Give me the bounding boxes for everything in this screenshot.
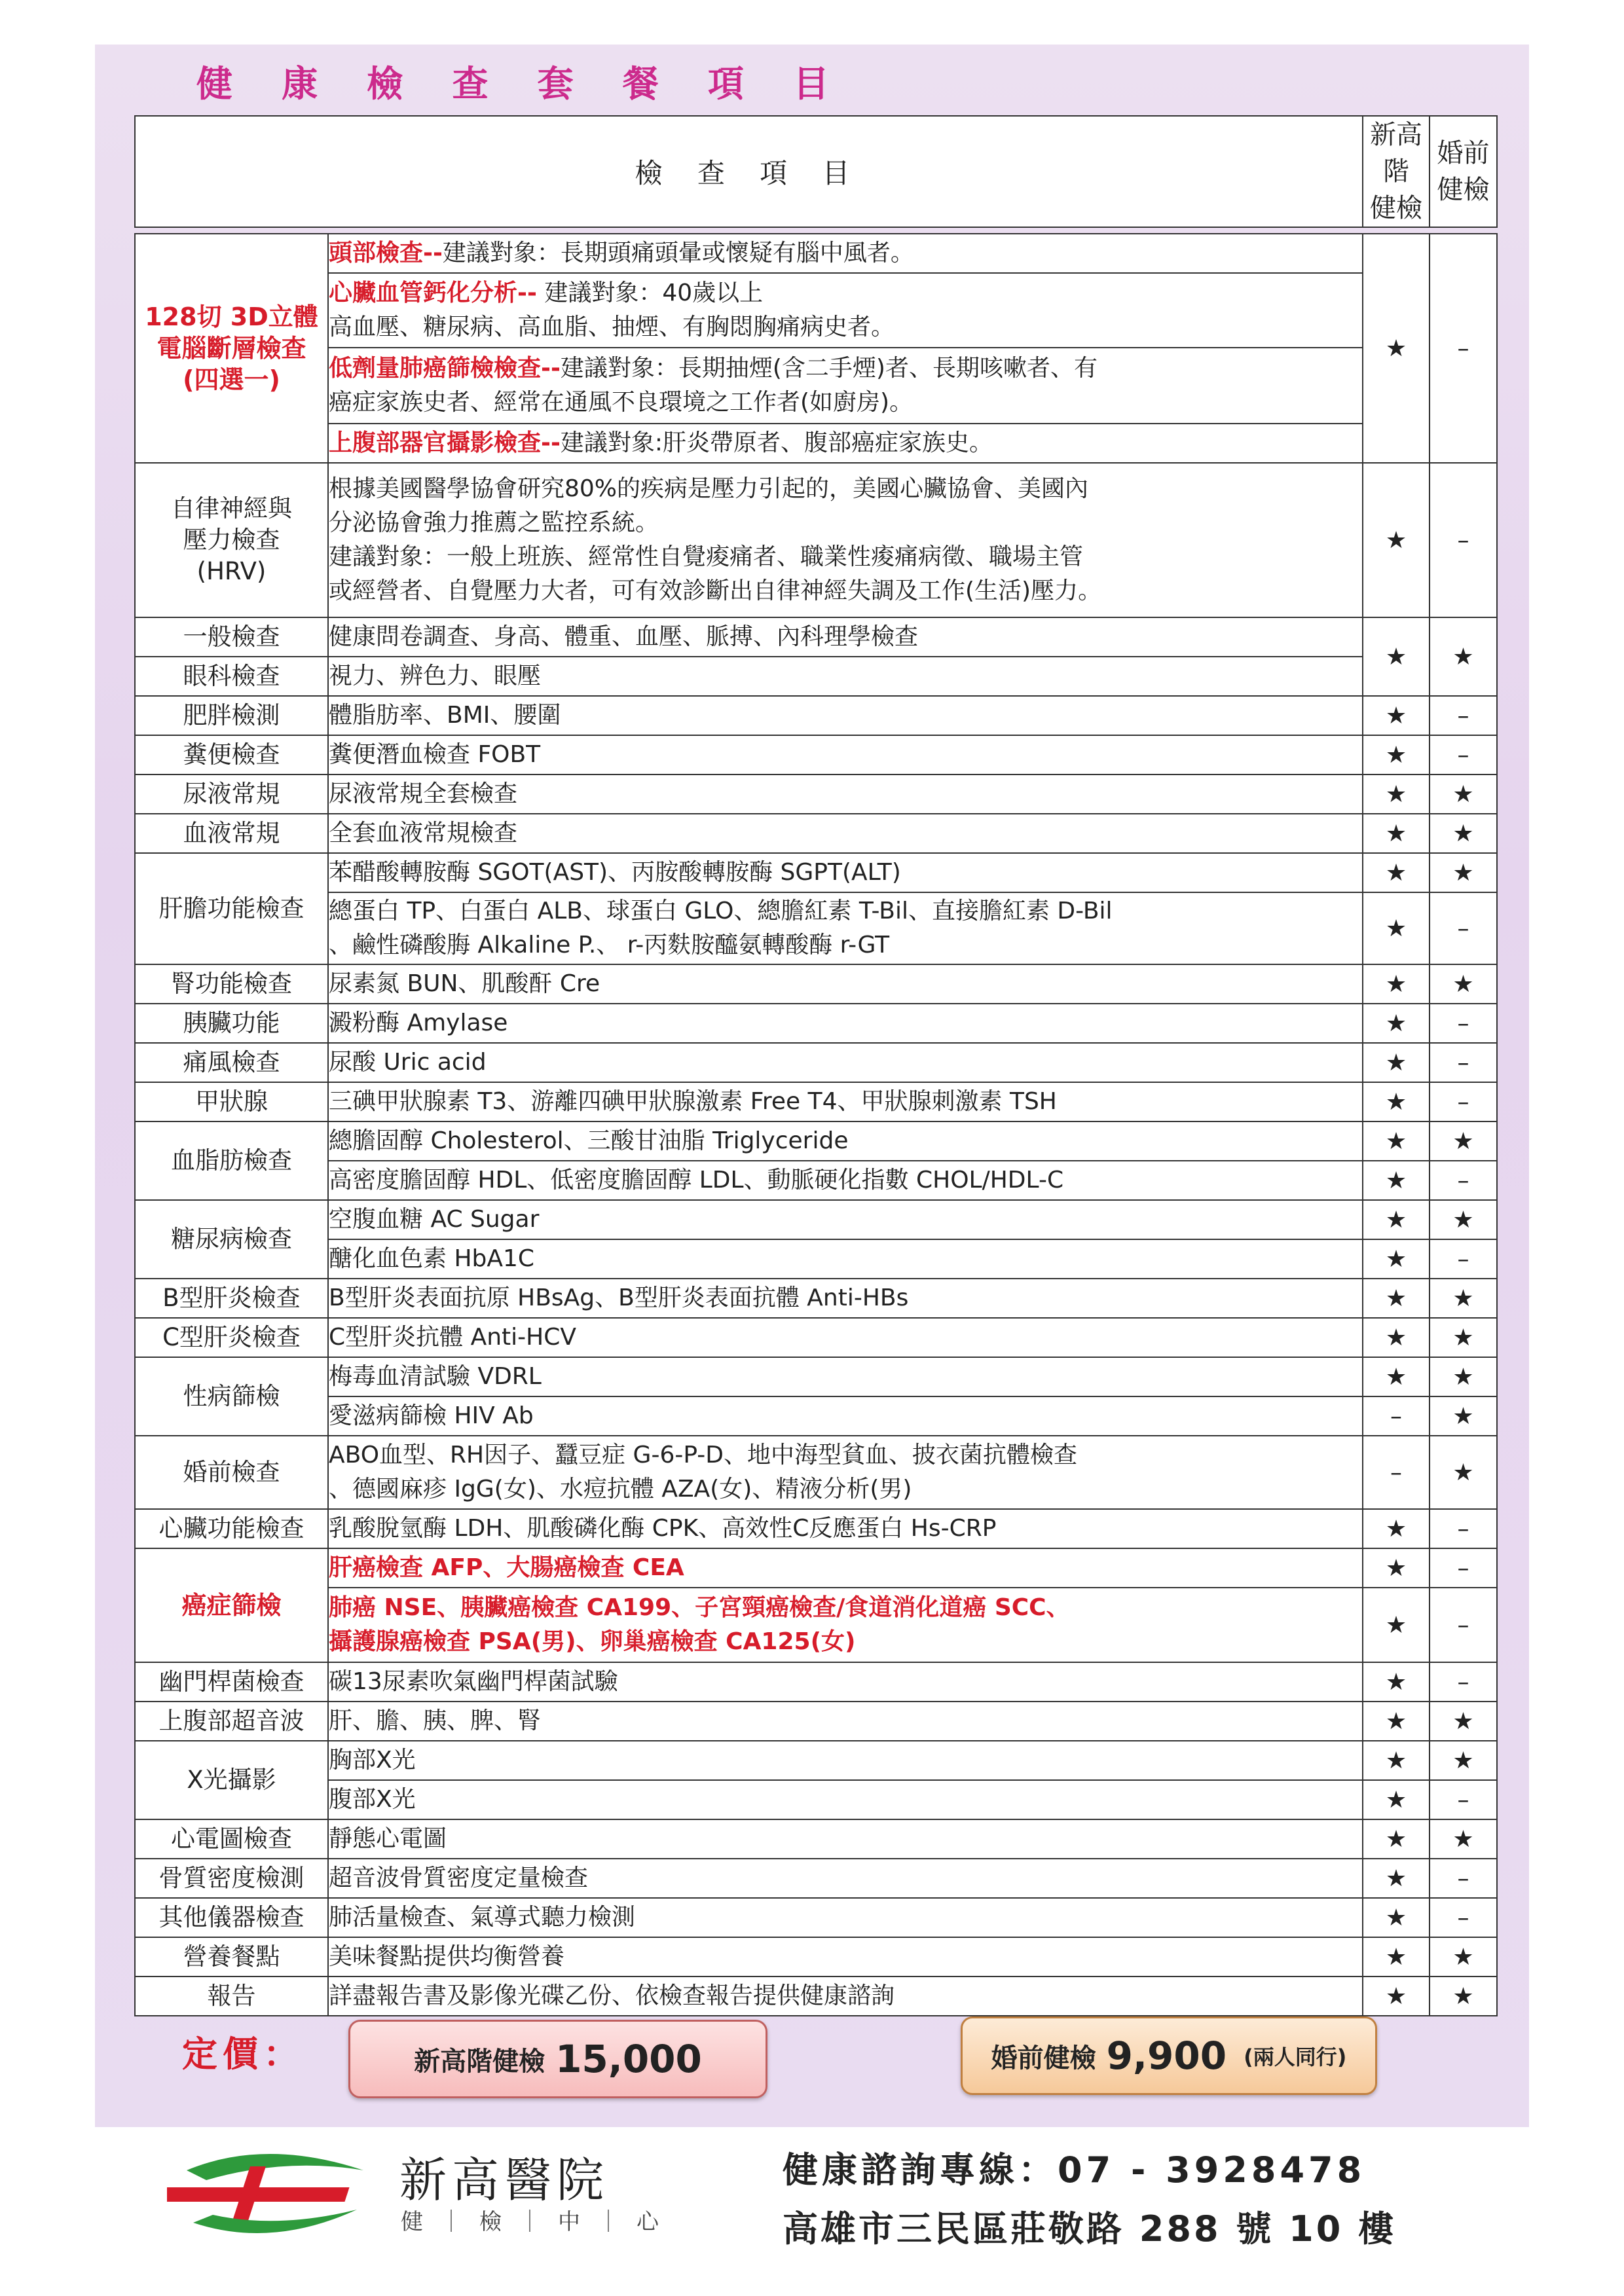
table-row (135, 1396, 1497, 1436)
premium-mark: ★ (1363, 1780, 1430, 1819)
item-xray-chest: 胸部X光 (328, 1741, 1363, 1780)
address: 高雄市三民區莊敬路 288 號 10 樓 (783, 2208, 1397, 2250)
item-cancer-1: 肝癌檢查 AFP、大腸癌檢查 CEA (328, 1548, 1363, 1588)
premarital-mark: ★ (1430, 617, 1497, 696)
premium-mark: ★ (1363, 1548, 1430, 1588)
table-row (135, 1161, 1497, 1200)
table-row (135, 853, 1497, 892)
item-bone: 超音波骨質密度定量檢查 (328, 1859, 1363, 1898)
item-hrv: 根據美國醫學協會研究80%的疾病是壓力引起的，美國心臟協會、美國內 分泌協會強力推薦之監控系統。 建議對象：一般上班族、經常性自覺痠痛者、職業性痠痛病徵、職場主管 或經營者、自覺壓力大者，可有效診斷出自律神經失調及工作(生活)壓力。 (328, 463, 1363, 617)
table-row (135, 617, 1497, 657)
premium-mark: ★ (1363, 853, 1430, 892)
table-row (135, 1937, 1497, 1977)
premium-mark: ★ (1363, 1662, 1430, 1702)
category-ultrasound: 上腹部超音波 (135, 1702, 328, 1741)
premium-mark: ★ (1363, 1200, 1430, 1239)
category-blood: 血液常規 (135, 814, 328, 853)
premarital-mark: ★ (1430, 1357, 1497, 1396)
premarital-mark: – (1430, 463, 1497, 617)
item-urine: 尿液常規全套檢查 (328, 774, 1363, 814)
premarital-mark: ★ (1430, 853, 1497, 892)
page-title: 健 康 檢 查 套 餐 項 目 (196, 63, 848, 105)
premium-mark: ★ (1363, 1082, 1430, 1121)
premarital-price-note: (兩人同行) (1244, 2045, 1347, 2069)
category-hep-b: B型肝炎檢查 (135, 1279, 328, 1318)
premium-mark: ★ (1363, 1937, 1430, 1977)
item-thyroid: 三碘甲狀腺素 T3、游離四碘甲狀腺激素 Free T4、甲狀腺刺激素 TSH (328, 1082, 1363, 1121)
premium-mark: ★ (1363, 1357, 1430, 1396)
premarital-mark: – (1430, 1043, 1497, 1082)
item-xray-abdomen: 腹部X光 (328, 1780, 1363, 1819)
table-row (135, 1357, 1497, 1396)
premarital-mark: – (1430, 1588, 1497, 1662)
category-liver: 肝膽功能檢查 (135, 853, 328, 964)
premarital-mark: – (1430, 1898, 1497, 1937)
table-row (135, 1548, 1497, 1588)
premium-mark: ★ (1363, 1161, 1430, 1200)
premarital-mark: ★ (1430, 1702, 1497, 1741)
category-cancer: 癌症篩檢 (135, 1548, 328, 1662)
premium-mark: ★ (1363, 1509, 1430, 1548)
premarital-mark: – (1430, 1239, 1497, 1279)
table-row (135, 1898, 1497, 1937)
premarital-mark: – (1430, 1082, 1497, 1121)
category-other: 其他儀器檢查 (135, 1898, 328, 1937)
table-row (135, 1043, 1497, 1082)
premarital-mark: – (1430, 1662, 1497, 1702)
table-row (135, 1318, 1497, 1357)
category-xray: X光攝影 (135, 1741, 328, 1819)
hotline: 健康諮詢專線：07 - 3928478 (783, 2149, 1366, 2191)
category-kidney: 腎功能檢查 (135, 964, 328, 1004)
premium-mark: ★ (1363, 1239, 1430, 1279)
premarital-mark: ★ (1430, 964, 1497, 1004)
premarital-mark: ★ (1430, 1121, 1497, 1161)
item-pancreas: 澱粉酶 Amylase (328, 1004, 1363, 1043)
table-row (135, 1819, 1497, 1859)
item-liver-protein: 總蛋白 TP、白蛋白 ALB、球蛋白 GLO、總膽紅素 T-Bil、直接膽紅素 D-Bil 、鹼性磷酸脢 Alkaline P.、 r-丙麩胺醯氨轉酸酶 r-GT (328, 892, 1363, 964)
premarital-mark: ★ (1430, 1279, 1497, 1318)
premarital-mark: – (1430, 1161, 1497, 1200)
premium-mark: ★ (1363, 1898, 1430, 1937)
item-lung-ct: 低劑量肺癌篩檢檢查--建議對象：長期抽煙(含二手煙)者、長期咳嗽者、有 癌症家族史者、經常在通風不良環境之工作者(如廚房)。 (328, 348, 1363, 424)
hospital-subtitle: 健｜檢｜中｜心 (401, 2209, 676, 2235)
premium-price-box (348, 2020, 767, 2098)
premarital-mark: – (1430, 234, 1497, 463)
premium-mark: ★ (1363, 1859, 1430, 1898)
premarital-mark: ★ (1430, 1937, 1497, 1977)
premarital-mark: ★ (1430, 1977, 1497, 2016)
item-kidney: 尿素氮 BUN、肌酸酐 Cre (328, 964, 1363, 1004)
table-row (135, 1662, 1497, 1702)
table-row (135, 273, 1497, 348)
category-hep-c: C型肝炎檢查 (135, 1318, 328, 1357)
category-pancreas: 胰臟功能 (135, 1004, 328, 1043)
premium-mark: ★ (1363, 1588, 1430, 1662)
premium-price-name: 新高階健檢 (414, 2046, 545, 2077)
premarital-mark: ★ (1430, 1741, 1497, 1780)
item-ultrasound: 肝、膽、胰、脾、腎 (328, 1702, 1363, 1741)
category-cardiac: 心臟功能檢查 (135, 1509, 328, 1548)
table-row (135, 1859, 1497, 1898)
premarital-mark: ★ (1430, 1819, 1497, 1859)
premarital-price-value: 9,900 (1106, 2033, 1227, 2078)
premium-mark: ★ (1363, 463, 1430, 617)
premium-mark: ★ (1363, 1279, 1430, 1318)
table-row (135, 1977, 1497, 2016)
premarital-mark: – (1430, 892, 1497, 964)
premarital-mark: ★ (1430, 1396, 1497, 1436)
item-general: 健康問卷調查、身高、體重、血壓、脈搏、內科理學檢查 (328, 617, 1363, 657)
item-h-pylori: 碳13尿素吹氣幽門桿菌試驗 (328, 1662, 1363, 1702)
item-lipid-1: 總膽固醇 Cholesterol、三酸甘油脂 Triglyceride (328, 1121, 1363, 1161)
premarital-mark: – (1430, 1509, 1497, 1548)
premium-mark: – (1363, 1396, 1430, 1436)
item-hep-c: C型肝炎抗體 Anti-HCV (328, 1318, 1363, 1357)
premarital-mark: – (1430, 735, 1497, 774)
premarital-price-box (961, 2016, 1377, 2095)
premarital-mark: – (1430, 1859, 1497, 1898)
item-heart-calcium: 心臟血管鈣化分析-- 建議對象：40歲以上 高血壓、糖尿病、高血脂、抽煙、有胸悶胸痛病史者。 (328, 273, 1363, 348)
header-premarital-checkup: 婚前 健檢 (1430, 116, 1497, 227)
premarital-mark: ★ (1430, 1436, 1497, 1509)
premarital-mark: ★ (1430, 1200, 1497, 1239)
header-premium-checkup: 新高階 健檢 (1363, 116, 1430, 227)
item-ecg: 靜態心電圖 (328, 1819, 1363, 1859)
premium-mark: ★ (1363, 617, 1430, 696)
premium-mark: ★ (1363, 814, 1430, 853)
table-row (135, 1121, 1497, 1161)
premium-mark: ★ (1363, 1043, 1430, 1082)
premium-mark: ★ (1363, 1702, 1430, 1741)
item-hep-b: B型肝炎表面抗原 HBsAg、B型肝炎表面抗體 Anti-HBs (328, 1279, 1363, 1318)
table-row (135, 424, 1497, 463)
category-eye: 眼科檢查 (135, 657, 328, 696)
item-report: 詳盡報告書及影像光碟乙份、依檢查報告提供健康諮詢 (328, 1977, 1363, 2016)
premarital-mark: – (1430, 1780, 1497, 1819)
premarital-mark: – (1430, 1004, 1497, 1043)
category-obesity: 肥胖檢測 (135, 696, 328, 735)
table-row (135, 1279, 1497, 1318)
item-other: 肺活量檢查、氣導式聽力檢測 (328, 1898, 1363, 1937)
category-std: 性病篩檢 (135, 1357, 328, 1436)
item-diabetes-2: 醣化血色素 HbA1C (328, 1239, 1363, 1279)
item-obesity: 體脂肪率、BMI、腰圍 (328, 696, 1363, 735)
table-row (135, 1741, 1497, 1780)
category-general: 一般檢查 (135, 617, 328, 657)
category-h-pylori: 幽門桿菌檢查 (135, 1662, 328, 1702)
premium-mark: ★ (1363, 696, 1430, 735)
premium-mark: – (1363, 1436, 1430, 1509)
table-header-row (135, 116, 1497, 227)
premarital-mark: ★ (1430, 1318, 1497, 1357)
price-label: 定價： (182, 2033, 304, 2075)
table-row (135, 1436, 1497, 1509)
category-stool: 糞便檢查 (135, 735, 328, 774)
item-lipid-2: 高密度膽固醇 HDL、低密度膽固醇 LDL、動脈硬化指數 CHOL/HDL-C (328, 1161, 1363, 1200)
hospital-name: 新高醫院 (399, 2153, 610, 2208)
table-row (135, 348, 1497, 424)
category-gout: 痛風檢查 (135, 1043, 328, 1082)
premium-mark: ★ (1363, 735, 1430, 774)
category-report: 報告 (135, 1977, 328, 2016)
item-cancer-2: 肺癌 NSE、胰臟癌檢查 CA199、子宮頸癌檢查/食道消化道癌 SCC、 攝護腺癌檢查 PSA(男)、卵巢癌檢查 CA125(女) (328, 1588, 1363, 1662)
category-urine: 尿液常規 (135, 774, 328, 814)
premium-mark: ★ (1363, 234, 1430, 463)
table-row (135, 1509, 1497, 1548)
table-row (135, 657, 1497, 696)
premium-mark: ★ (1363, 1004, 1430, 1043)
category-thyroid: 甲狀腺 (135, 1082, 328, 1121)
item-std-2: 愛滋病篩檢 HIV Ab (328, 1396, 1363, 1436)
category-hrv: 自律神經與 壓力檢查 (HRV) (135, 463, 328, 617)
item-diabetes-1: 空腹血糖 AC Sugar (328, 1200, 1363, 1239)
premarital-price-name: 婚前健檢 (991, 2043, 1096, 2073)
table-row (135, 1588, 1497, 1662)
premarital-mark: ★ (1430, 814, 1497, 853)
table-row (135, 463, 1497, 617)
table-row (135, 892, 1497, 964)
table-row (135, 814, 1497, 853)
category-ct: 128切 3D立體 電腦斷層檢查 (四選一) (135, 234, 328, 463)
premarital-mark: – (1430, 1548, 1497, 1588)
premium-mark: ★ (1363, 1121, 1430, 1161)
item-stool: 糞便潛血檢查 FOBT (328, 735, 1363, 774)
item-eye: 視力、辨色力、眼壓 (328, 657, 1363, 696)
hospital-logo-icon (167, 2144, 377, 2242)
category-lipid: 血脂肪檢查 (135, 1121, 328, 1200)
table-row (135, 964, 1497, 1004)
table-row (135, 1082, 1497, 1121)
category-ecg: 心電圖檢查 (135, 1819, 328, 1859)
premium-mark: ★ (1363, 774, 1430, 814)
item-std-1: 梅毒血清試驗 VDRL (328, 1357, 1363, 1396)
table-row (135, 774, 1497, 814)
item-head-ct: 頭部檢查--建議對象：長期頭痛頭暈或懷疑有腦中風者。 (328, 234, 1363, 273)
premium-mark: ★ (1363, 892, 1430, 964)
premarital-mark: ★ (1430, 774, 1497, 814)
item-cardiac: 乳酸脫氫酶 LDH、肌酸磷化酶 CPK、高效性C反應蛋白 Hs-CRP (328, 1509, 1363, 1548)
item-premarital: ABO血型、RH因子、蠶豆症 G-6-P-D、地中海型貧血、披衣菌抗體檢查 、德國麻疹 IgG(女)、水痘抗體 AZA(女)、精液分析(男) (328, 1436, 1363, 1509)
table-row (135, 1780, 1497, 1819)
table-row (135, 1004, 1497, 1043)
premium-price-value: 15,000 (555, 2037, 702, 2081)
table-row (135, 1702, 1497, 1741)
premium-mark: ★ (1363, 1318, 1430, 1357)
item-abdomen-ct: 上腹部器官攝影檢查--建議對象:肝炎帶原者、腹部癌症家族史。 (328, 424, 1363, 463)
header-items: 檢 查 項 目 (135, 116, 1363, 227)
premium-mark: ★ (1363, 964, 1430, 1004)
table-row (135, 696, 1497, 735)
premarital-mark: – (1430, 696, 1497, 735)
premium-mark: ★ (1363, 1741, 1430, 1780)
item-meal: 美味餐點提供均衡營養 (328, 1937, 1363, 1977)
table-row (135, 1239, 1497, 1279)
item-gout: 尿酸 Uric acid (328, 1043, 1363, 1082)
category-diabetes: 糖尿病檢查 (135, 1200, 328, 1279)
item-blood: 全套血液常規檢查 (328, 814, 1363, 853)
premium-mark: ★ (1363, 1977, 1430, 2016)
table-row (135, 1200, 1497, 1239)
table-row (135, 735, 1497, 774)
category-meal: 營養餐點 (135, 1937, 328, 1977)
category-premarital: 婚前檢查 (135, 1436, 328, 1509)
premium-mark: ★ (1363, 1819, 1430, 1859)
item-liver-enzymes: 苯醋酸轉胺酶 SGOT(AST)、丙胺酸轉胺酶 SGPT(ALT) (328, 853, 1363, 892)
table-row (135, 234, 1497, 273)
category-bone: 骨質密度檢測 (135, 1859, 328, 1898)
checkup-table (134, 115, 1498, 2016)
